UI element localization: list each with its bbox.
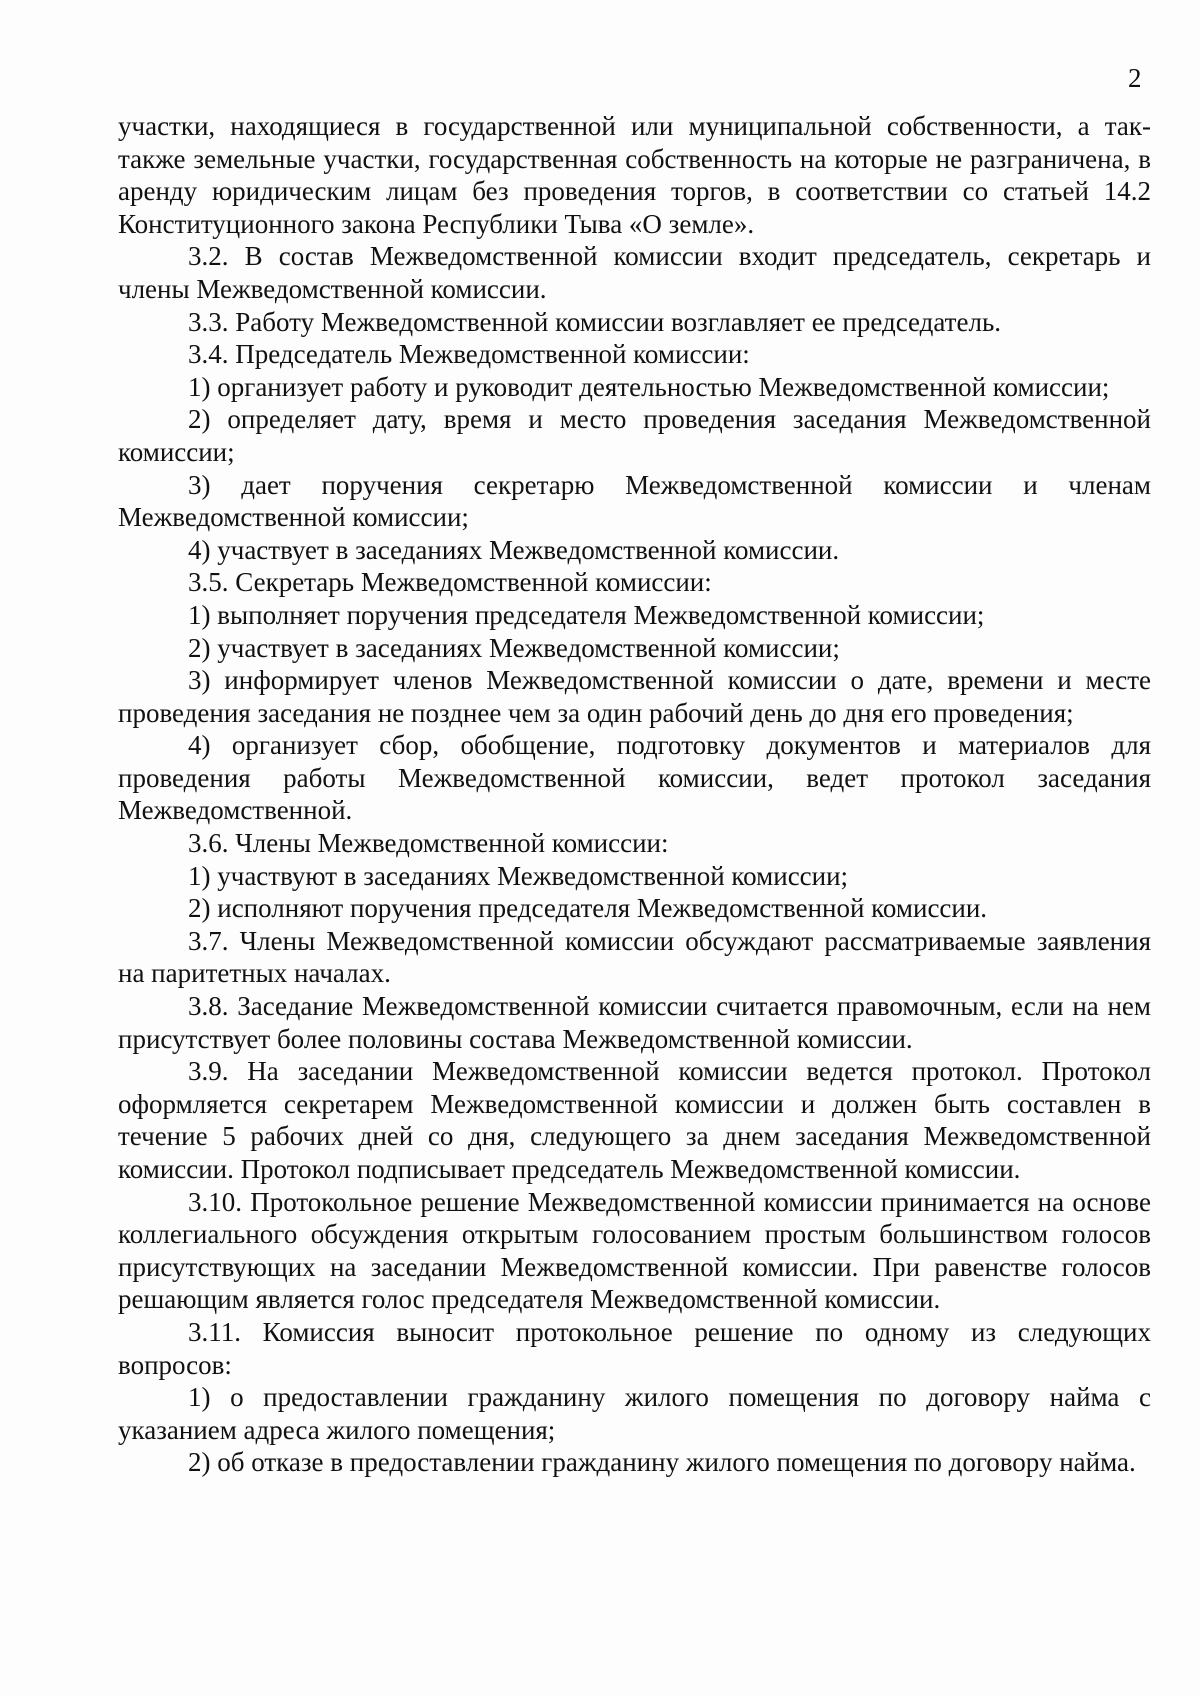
list-item-3-11-2: 2) об отказе в предоставлении гражданину жилого помещения по договору найма. xyxy=(188,1447,1136,1478)
document-body xyxy=(118,110,1151,1479)
list-item-3-5-2: 2) участвует в заседаниях Межведомственной комиссии; xyxy=(188,632,840,663)
list-item-3-5-1: 1) выполняет поручения председателя Межведомственной комиссии; xyxy=(188,599,985,630)
paragraph-3-2: 3.2. В состав Межведомственной комиссии входит председатель, секретарь и члены Межведомственной комиссии. xyxy=(118,241,1151,304)
paragraph-continuation: участки, находящиеся в государственной или муниципальной собственности, а так-также земельные участки, государственная собственность на которые не разграничена, в аренду юридическим лицам без проведения торгов, в соответствии со статьей 14.2 Конституционного закона Республики Тыва «О земле». xyxy=(118,111,1151,239)
paragraph-3-4: 3.4. Председатель Межведомственной комиссии: xyxy=(188,339,750,370)
list-item-3-5-4: 4) организует сбор, обобщение, подготовку документов и материалов для проведения работы Межведомственной комиссии, ведет протокол заседания Межведомственной. xyxy=(118,730,1151,826)
list-item-3-4-2: 2) определяет дату, время и место проведения заседания Межведомственной комиссии; xyxy=(118,404,1151,467)
list-item-3-4-3: 3) дает поручения секретарю Межведомственной комиссии и членам Межведомственной комиссии; xyxy=(118,469,1151,533)
paragraph-3-3: 3.3. Работу Межведомственной комиссии возглавляет ее председатель. xyxy=(188,306,1002,337)
list-item-3-5-3: 3) информирует членов Межведомственной комиссии о дате, времени и месте проведения заседания не позднее чем за один рабочий день до дня его проведения; xyxy=(118,665,1151,728)
list-item-3-6-2: 2) исполняют поручения председателя Межведомственной комиссии. xyxy=(188,893,988,924)
list-item-3-11-1: 1) о предоставлении гражданину жилого помещения по договору найма с указанием адреса жилого помещения; xyxy=(118,1382,1151,1445)
paragraph-3-11: 3.11. Комиссия выносит протокольное решение по одному из следующих вопросов: xyxy=(118,1316,1151,1380)
list-item-3-4-1: 1) организует работу и руководит деятельностью Межведомственной комиссии; xyxy=(188,371,1110,402)
paragraph-3-8: 3.8. Заседание Межведомственной комиссии считается правомочным, если на нем присутствует более половины состава Межведомственной комиссии. xyxy=(118,991,1151,1054)
list-item-3-6-1: 1) участвуют в заседаниях Межведомственной комиссии; xyxy=(188,860,849,891)
page-number: 2 xyxy=(1128,63,1142,93)
list-item-3-4-4: 4) участвует в заседаниях Межведомственной комиссии. xyxy=(188,534,840,565)
paragraph-3-7: 3.7. Члены Межведомственной комиссии обсуждают рассматриваемые заявления на паритетных началах. xyxy=(118,925,1151,989)
paragraph-3-10: 3.10. Протокольное решение Межведомственной комиссии принимается на основе коллегиального обсуждения открытым голосованием простым большинством голосов присутствующих на заседании Межведомственной комиссии. При равенстве голосов решающим является голос председателя Межведомственной комиссии. xyxy=(118,1186,1151,1315)
paragraph-3-6: 3.6. Члены Межведомственной комиссии: xyxy=(188,828,669,859)
paragraph-3-9: 3.9. На заседании Межведомственной комиссии ведется протокол. Протокол оформляется секретарем Межведомственной комиссии и должен быть составлен в течение 5 рабочих дней со дня, следующего за днем заседания Межведомственной комиссии. Протокол подписывает председатель Межведомственной комиссии. xyxy=(118,1056,1151,1184)
paragraph-3-5: 3.5. Секретарь Межведомственной комиссии: xyxy=(188,567,712,598)
